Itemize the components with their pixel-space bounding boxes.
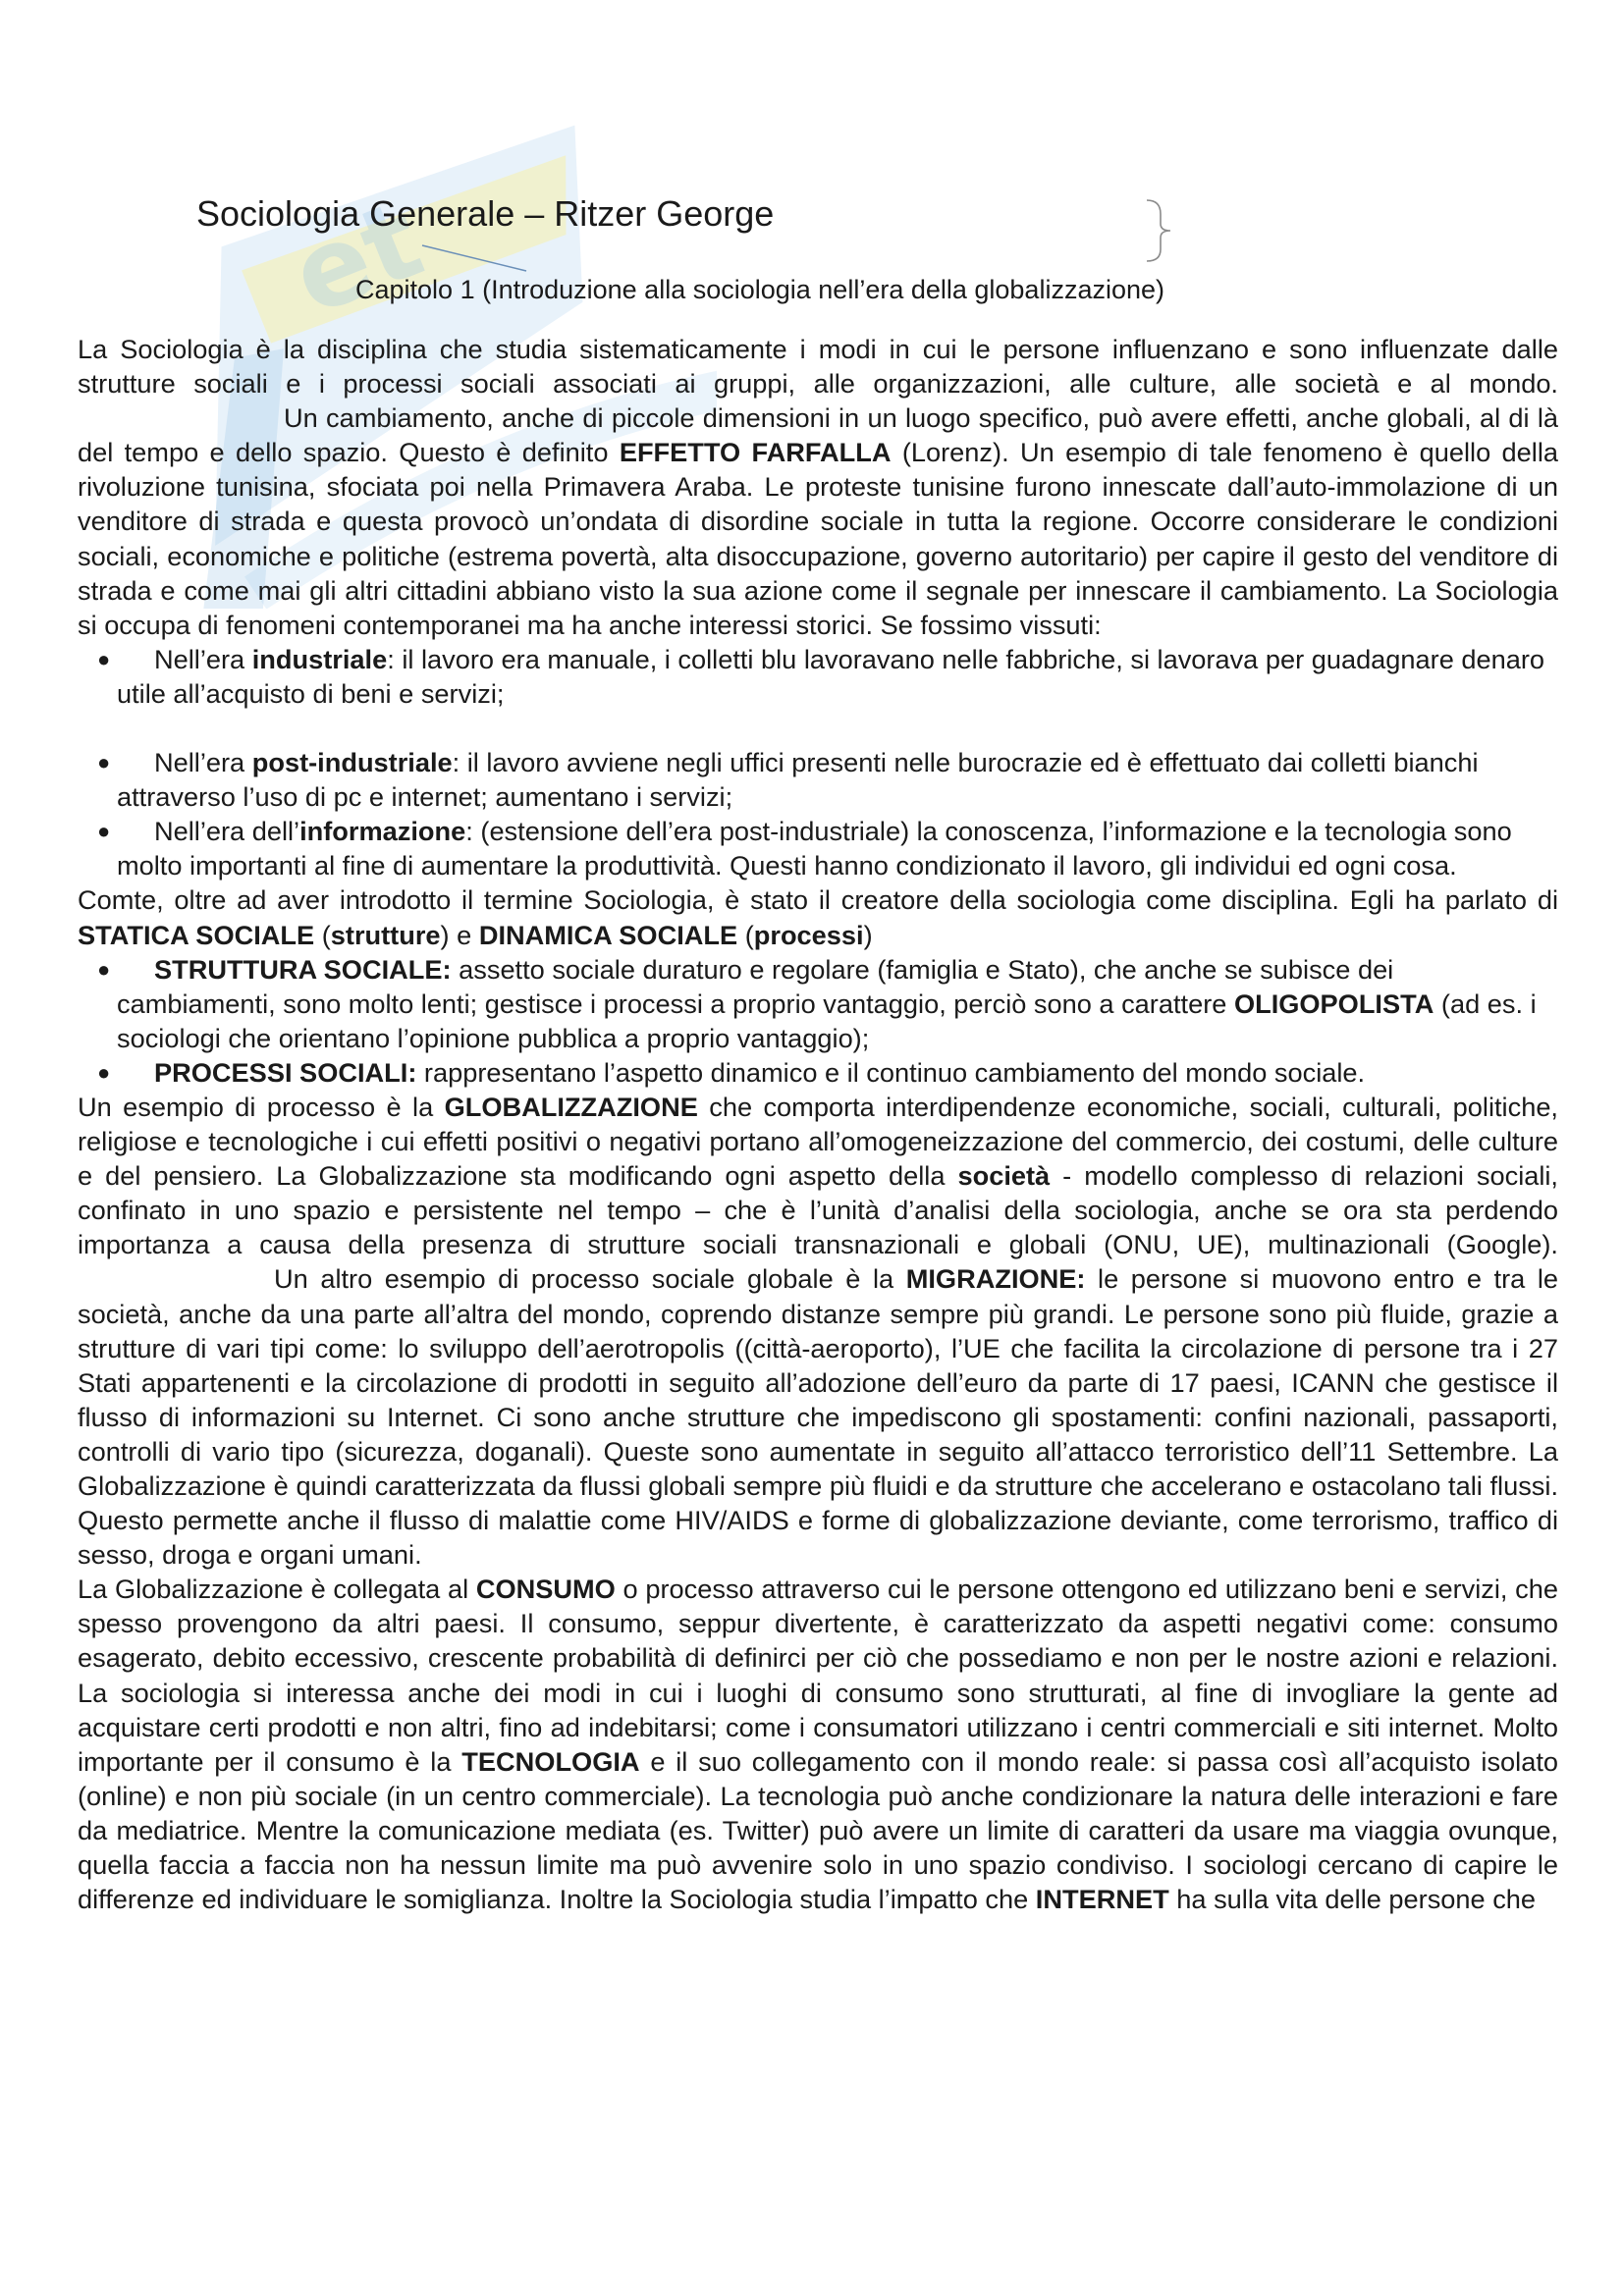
term-consumo: CONSUMO <box>475 1574 616 1605</box>
bullet-icon: ● <box>97 750 111 775</box>
list-item-struttura-sociale <box>78 952 1558 1055</box>
text-span: ha sulla vita delle persone che <box>1168 1884 1537 1915</box>
term-strutture: strutture <box>330 919 441 950</box>
term-effetto-farfalla: EFFETTO FARFALLA <box>619 437 892 468</box>
paragraph-comte <box>78 882 1558 951</box>
list-item-era-industriale <box>78 642 1558 711</box>
chapter-subtitle: Capitolo 1 (Introduzione alla sociologia nell’era della globalizzazione) <box>355 275 1165 304</box>
text-span: ( <box>737 919 754 950</box>
term-statica-sociale: STATICA SOCIALE <box>78 919 315 950</box>
paragraph-consumo <box>78 1572 1558 1916</box>
document-body <box>78 332 1558 1916</box>
right-brace-icon <box>1139 196 1178 265</box>
term-struttura-sociale: STRUTTURA SOCIALE: <box>154 953 452 985</box>
text-span: Comte, oltre ad aver introdotto il termine Sociologia, è stato il creatore della sociologia come disciplina. Egli ha parlato di <box>78 884 1558 916</box>
term-globalizzazione: GLOBALIZZAZIONE <box>444 1091 698 1122</box>
eras-list <box>78 642 1558 883</box>
term-tecnologia: TECNOLOGIA <box>461 1745 640 1777</box>
bullet-icon: ● <box>97 646 111 671</box>
term-informazione: informazione <box>299 816 466 847</box>
term-societa: società <box>957 1160 1051 1192</box>
list-item-processi-sociali <box>78 1055 1558 1090</box>
bullet-icon: ● <box>97 956 111 982</box>
term-dinamica-sociale: DINAMICA SOCIALE <box>478 919 738 950</box>
text-span: ( <box>314 919 331 950</box>
text-span: e il suo collegamento con il mondo reale: si passa così all’acquisto isolato (online) e non più sociale (in un centro commerciale). La tecnologia può anche condizionare la natura delle interazioni e fare da mediatrice. Mentre la comunicazione mediata (es. Twitter) può avere un limite di caratteri da usare ma viaggia ovunque, quella faccia a faccia non ha nessun limite ma può avvenire solo in uno spazio condiviso. I sociologi cercano di capire le differenze ed individuare le somiglianza. Inoltre la Sociologia studia l’impatto che <box>78 1745 1558 1915</box>
list-spacer <box>78 711 1558 745</box>
term-processi-sociali: PROCESSI SOCIALI: <box>154 1056 417 1088</box>
text-span: Nell’era <box>154 643 252 674</box>
comte-list <box>78 952 1558 1090</box>
svg-text:et: et <box>275 176 439 340</box>
text-span: : il lavoro era manuale, i colletti blu lavoravano nelle fabbriche, si lavorava per guadagnare denaro utile all’acquisto di beni e servizi; <box>117 643 1545 709</box>
term-post-industriale: post-industriale <box>251 747 453 778</box>
paragraph-globalizzazione <box>78 1090 1558 1572</box>
term-processi: processi <box>753 919 864 950</box>
text-span: La Globalizzazione è collegata al <box>78 1574 476 1605</box>
text-span: che comporta interdipendenze economiche, sociali, culturali, politiche, religiose e tecnologiche i cui effetti positivi o negativi portano all’omogeneizzazione del commercio, dei costumi, delle culture e del pensiero. La Globalizzazione sta modificando ogni aspetto della <box>78 1091 1558 1192</box>
document-title: Sociologia Generale – Ritzer George <box>196 193 775 234</box>
text-span: rappresentano l’aspetto dinamico e il continuo cambiamento del mondo sociale. <box>416 1056 1366 1088</box>
list-item-era-informazione <box>78 814 1558 882</box>
text-span: Nell’era <box>154 747 252 778</box>
text-span: (Lorenz). Un esempio di tale fenomeno è quello della rivoluzione tunisina, sfociata poi nella Primavera Araba. Le proteste tunisine furono innescate dall’auto-immolazione di un venditore di strada e questa provocò un’ondata di disordine sociale in tutta la regione. Occorre considerare le condizioni sociali, economiche e politiche (estrema povertà, alta disoccupazione, governo autoritario) per capire il gesto del venditore di strada e come mai gli altri cittadini abbiano visto la sua azione come il segnale per innescare il cambiamento. La Sociologia si occupa di fenomeni contemporanei ma ha anche interessi storici. Se fossimo vissuti: <box>78 437 1558 640</box>
text-span: - modello complesso di relazioni sociali, confinato in uno spazio e persistente nel tempo – che è l’unità d’analisi della sociologia, anche se ora sta perdendo importanza a causa della presenza di strutture sociali transnazionali e globali (ONU, UE), multinazionali (Google). <box>78 1160 1558 1260</box>
text-span: ) e <box>440 919 479 950</box>
bullet-icon: ● <box>97 819 111 844</box>
term-internet: INTERNET <box>1035 1884 1169 1915</box>
list-item-era-post-industriale <box>78 745 1558 814</box>
paragraph-intro <box>78 332 1558 642</box>
term-migrazione: MIGRAZIONE: <box>905 1263 1086 1295</box>
pen-stroke-mark <box>420 241 528 275</box>
bullet-icon: ● <box>97 1059 111 1085</box>
text-span: La Sociologia è la disciplina che studia sistematicamente i modi in cui le persone influenzano e sono influenzate dalle strutture sociali e i processi sociali associati ai gruppi, alle organizzazioni, alle culture, alle società e al mondo. <box>78 334 1558 400</box>
text-span: : il lavoro avviene negli uffici presenti nelle burocrazie ed è effettuato dai colletti bianchi attraverso l’uso di pc e internet; aumentano i servizi; <box>117 747 1479 813</box>
text-span: ) <box>863 919 873 950</box>
text-span: Nell’era dell’ <box>154 816 300 847</box>
text-span: Un altro esempio di processo sociale globale è la <box>274 1263 906 1295</box>
text-span: o processo attraverso cui le persone ottengono ed utilizzano beni e servizi, che spesso provengono da altri paesi. Il consumo, seppur divertente, è caratterizzato da aspetti negativi come: consumo esagerato, debito eccessivo, crescente probabilità di definirci per ciò che possediamo e non per le nostre azioni e relazioni. La sociologia si interessa anche dei modi in cui i luoghi di consumo sono strutturati, al fine di invogliare la gente ad acquistare certi prodotti e non altri, fino ad indebitarsi; come i consumatori utilizzano i centri commerciali e siti internet. Molto importante per il consumo è la <box>78 1574 1558 1777</box>
text-span: Un cambiamento, anche di piccole dimensioni in un luogo specifico, può avere effetti, anche globali, al di là del tempo e dello spazio. Questo è definito <box>78 402 1558 468</box>
text-span: assetto sociale duraturo e regolare (famiglia e Stato), che anche se subisce dei cambiamenti, sono molto lenti; gestisce i processi a proprio vantaggio, perciò sono a carattere <box>117 953 1394 1019</box>
text-span: le persone si muovono entro e tra le società, anche da una parte all’altra del mondo, coprendo distanze sempre più grandi. Le persone sono più fluide, grazie a strutture di vari tipi come: lo sviluppo dell’aerotropolis ((città-aeroporto), l’UE che facilita la circolazione di persone tra i 27 Stati appartenenti e la circolazione di prodotti in seguito all’adozione dell’euro da parte di 17 paesi, ICANN che gestisce il flusso di informazioni su Internet. Ci sono anche strutture che impediscono gli spostamenti: confini nazionali, passaporti, controlli di vario tipo (sicurezza, doganali). Queste sono aumentate in seguito all’attacco terroristico dell’11 Settembre. La Globalizzazione è quindi caratterizzata da flussi globali sempre più fluidi e da strutture che accelerano e ostacolano tali flussi. Questo permette anche il flusso di malattie come HIV/AIDS e forme di globalizzazione deviante, come terrorismo, traffico di sesso, droga e organi umani. <box>78 1263 1558 1571</box>
term-industriale: industriale <box>251 643 388 674</box>
text-span: : (estensione dell’era post-industriale) la conoscenza, l’informazione e la tecnologia sono molto importanti al fine di aumentare la produttività. Questi hanno condizionato il lavoro, gli individui ed ogni cosa. <box>117 816 1512 881</box>
text-span: Un esempio di processo è la <box>78 1091 445 1122</box>
term-oligopolista: OLIGOPOLISTA <box>1233 988 1434 1019</box>
text-span: (ad es. i sociologi che orientano l’opinione pubblica a proprio vantaggio); <box>117 988 1537 1053</box>
